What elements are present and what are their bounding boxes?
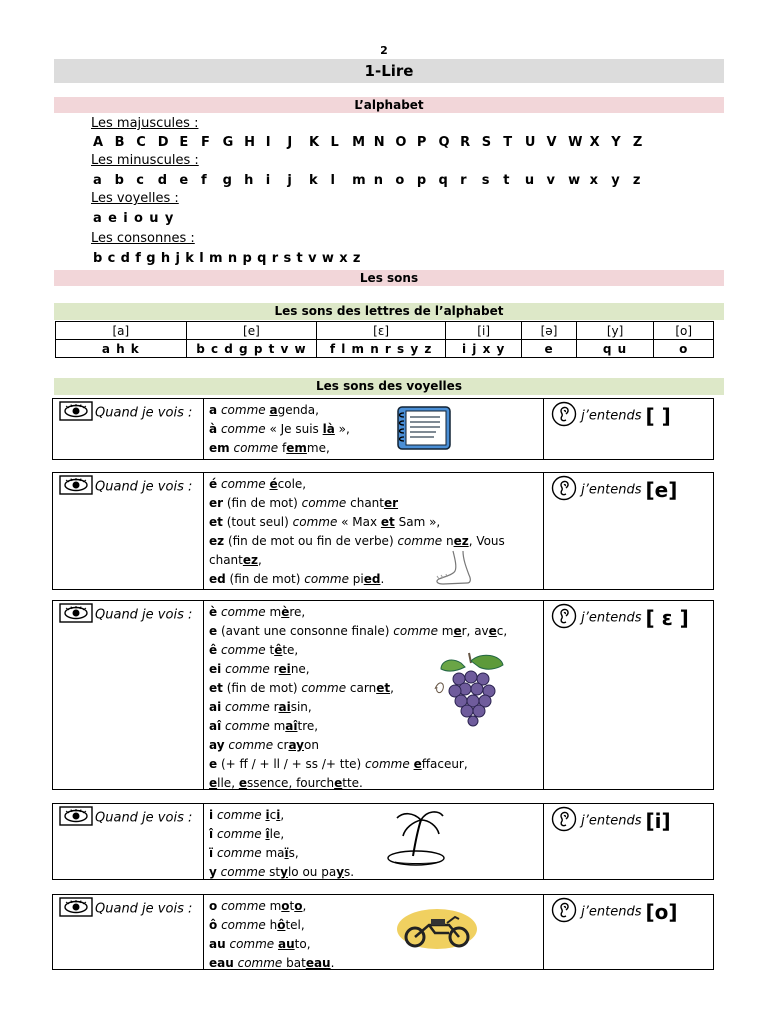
examples-cell [203,804,544,879]
quand-label: Quand je vois : [95,479,193,495]
sound-block [52,600,714,790]
letter: K [308,135,320,150]
example-line: e (avant une consonne finale) comme mer, avec, [209,624,508,638]
phoneme-row [56,322,714,340]
eye-icon [59,806,93,830]
example-line: é comme école, [209,477,307,491]
example-line: et (fin de mot) comme carnet, [209,681,394,695]
example-line: aî comme maître, [209,719,319,733]
sound-block [52,894,714,970]
example-line: elle, essence, fourchette. [209,776,363,790]
example-line: e (+ ff / + ll / + ss /+ tte) comme effaceur, [209,757,468,771]
example-line: eau comme bateau. [209,956,335,970]
letter: y [611,173,621,188]
phoneme-cell: [o] [654,322,714,340]
island-icon [383,804,449,872]
sound-block [52,472,714,590]
page-title: 1-Lire [54,59,724,83]
ear-icon [551,401,577,431]
letter: k [308,173,318,188]
sons-voyelles-header: Les sons des voyelles [54,378,724,395]
phoneme-symbol: [ ɛ ] [645,606,689,630]
example-line: o comme moto, [209,899,307,913]
letter: g [222,173,233,188]
letters-cell: b c d g p t v w [186,340,317,358]
letter: r [460,173,467,188]
letter: M [352,135,366,150]
example-line: ez (fin de mot ou fin de verbe) comme nez, Vous [209,534,505,548]
phoneme-symbol: [ ] [645,404,671,428]
letter: O [395,135,407,150]
letter: P [416,135,427,150]
example-line: ed (fin de mot) comme pied. [209,572,385,586]
entends-cell [543,804,713,879]
phoneme-cell: [y] [576,322,654,340]
letter: f [200,173,208,188]
phoneme-symbol: [i] [645,809,671,833]
letter: h [244,173,254,188]
letter: T [503,135,513,150]
eye-icon [59,603,93,627]
letter: R [460,135,471,150]
letter: p [416,173,427,188]
example-line: a comme agenda, [209,403,319,417]
sounds-table [55,321,714,358]
letter: l [330,173,336,188]
entends-label: j’entends [577,813,642,829]
letters-cell: o [654,340,714,358]
letter: d [157,173,168,188]
letter: C [136,135,147,150]
letter: H [244,135,256,150]
letter: o [395,173,405,188]
letter: J [287,135,293,150]
example-line: î comme île, [209,827,285,841]
letter: L [330,135,340,150]
quand-cell [53,473,204,589]
page-number: 2 [380,44,388,57]
phoneme-cell: [a] [56,322,187,340]
sons-lettres-header: Les sons des lettres de l’alphabet [54,303,724,320]
quand-label: Quand je vois : [95,901,193,917]
foot-icon [433,549,475,591]
letters-cell: i j x y [445,340,521,358]
sound-block [52,398,714,460]
letter: e [179,173,189,188]
letter: W [568,135,583,150]
phoneme-cell: [ɛ] [317,322,446,340]
example-line: et (tout seul) comme « Max et Sam », [209,515,441,529]
grapes-icon [431,649,511,735]
letter: x [589,173,599,188]
ear-icon [551,806,577,836]
quand-label: Quand je vois : [95,607,193,623]
letter: F [200,135,211,150]
voyelles-label: Les voyelles : [91,191,179,206]
letter: z [632,173,641,188]
letter: Y [611,135,622,150]
example-line: ï comme maïs, [209,846,299,860]
majuscules-label: Les majuscules : [91,116,199,131]
quand-label: Quand je vois : [95,405,193,421]
phoneme-symbol: [o] [645,900,678,924]
example-line: au comme auto, [209,937,311,951]
letter: i [265,173,271,188]
sons-header: Les sons [54,270,724,286]
letter: v [546,173,556,188]
letter: Q [438,135,450,150]
phoneme-cell: [e] [186,322,317,340]
letter: t [503,173,510,188]
examples-cell [203,895,544,969]
letters-cell: f l m n r s y z [317,340,446,358]
example-line: ai comme raisin, [209,700,312,714]
ear-icon [551,897,577,927]
example-line: y comme stylo ou pays. [209,865,355,879]
eye-icon [59,475,93,499]
letter: s [481,173,490,188]
examples-cell [203,399,544,459]
phoneme-symbol: [e] [645,478,678,502]
letter: j [287,173,293,188]
letters-cell: q u [576,340,654,358]
letter: E [179,135,189,150]
examples-cell [203,601,544,789]
example-line: ei comme reine, [209,662,310,676]
example-line: ê comme tête, [209,643,299,657]
entends-label: j’entends [577,904,642,920]
letter: D [157,135,169,150]
example-line: è comme mère, [209,605,306,619]
letter: U [524,135,536,150]
example-line: em comme femme, [209,441,330,455]
sound-block [52,803,714,880]
consonnes-row: b c d f g h j k l m n p q r s t v w x z [93,251,361,266]
minuscules-label: Les minuscules : [91,153,199,168]
eye-icon [59,401,93,425]
letter: n [373,173,384,188]
entends-cell [543,895,713,969]
phoneme-cell: [i] [445,322,521,340]
letter: c [136,173,145,188]
quand-cell [53,895,204,969]
entends-cell [543,399,713,459]
letter: q [438,173,449,188]
voyelles-row: a e i o u y [93,211,174,226]
letter: X [589,135,601,150]
letter: u [524,173,535,188]
quand-cell [53,804,204,879]
consonnes-label: Les consonnes : [91,231,195,246]
letters-cell: a h k [56,340,187,358]
letter: B [114,135,125,150]
entends-cell [543,601,713,789]
letter: b [114,173,125,188]
examples-cell [203,473,544,589]
example-line: ay comme crayon [209,738,319,752]
letter: w [568,173,581,188]
quand-label: Quand je vois : [95,810,193,826]
letter: G [222,135,234,150]
example-line: er (fin de mot) comme chanter [209,496,399,510]
letter: S [481,135,492,150]
letter: N [373,135,385,150]
majuscules-row [93,135,654,150]
letter: A [93,135,104,150]
alphabet-header: L’alphabet [54,97,724,113]
letters-cell: e [522,340,576,358]
ear-icon [551,603,577,633]
phoneme-cell: [ə] [522,322,576,340]
quand-cell [53,601,204,789]
entends-label: j’entends [577,610,642,626]
quand-cell [53,399,204,459]
example-line: ô comme hôtel, [209,918,305,932]
example-line: i comme ici, [209,808,285,822]
notebook-icon [396,403,454,457]
ear-icon [551,475,577,505]
entends-cell [543,473,713,589]
letter: I [265,135,271,150]
example-line: chantez, [209,553,262,567]
letter: V [546,135,557,150]
entends-label: j’entends [577,408,642,424]
entends-label: j’entends [577,482,642,498]
letter: Z [632,135,643,150]
letter: a [93,173,103,188]
motorcycle-icon [395,907,479,955]
eye-icon [59,897,93,921]
minuscules-row [93,173,654,188]
letter: m [352,173,367,188]
example-line: à comme « Je suis là », [209,422,350,436]
letters-row [56,340,714,358]
